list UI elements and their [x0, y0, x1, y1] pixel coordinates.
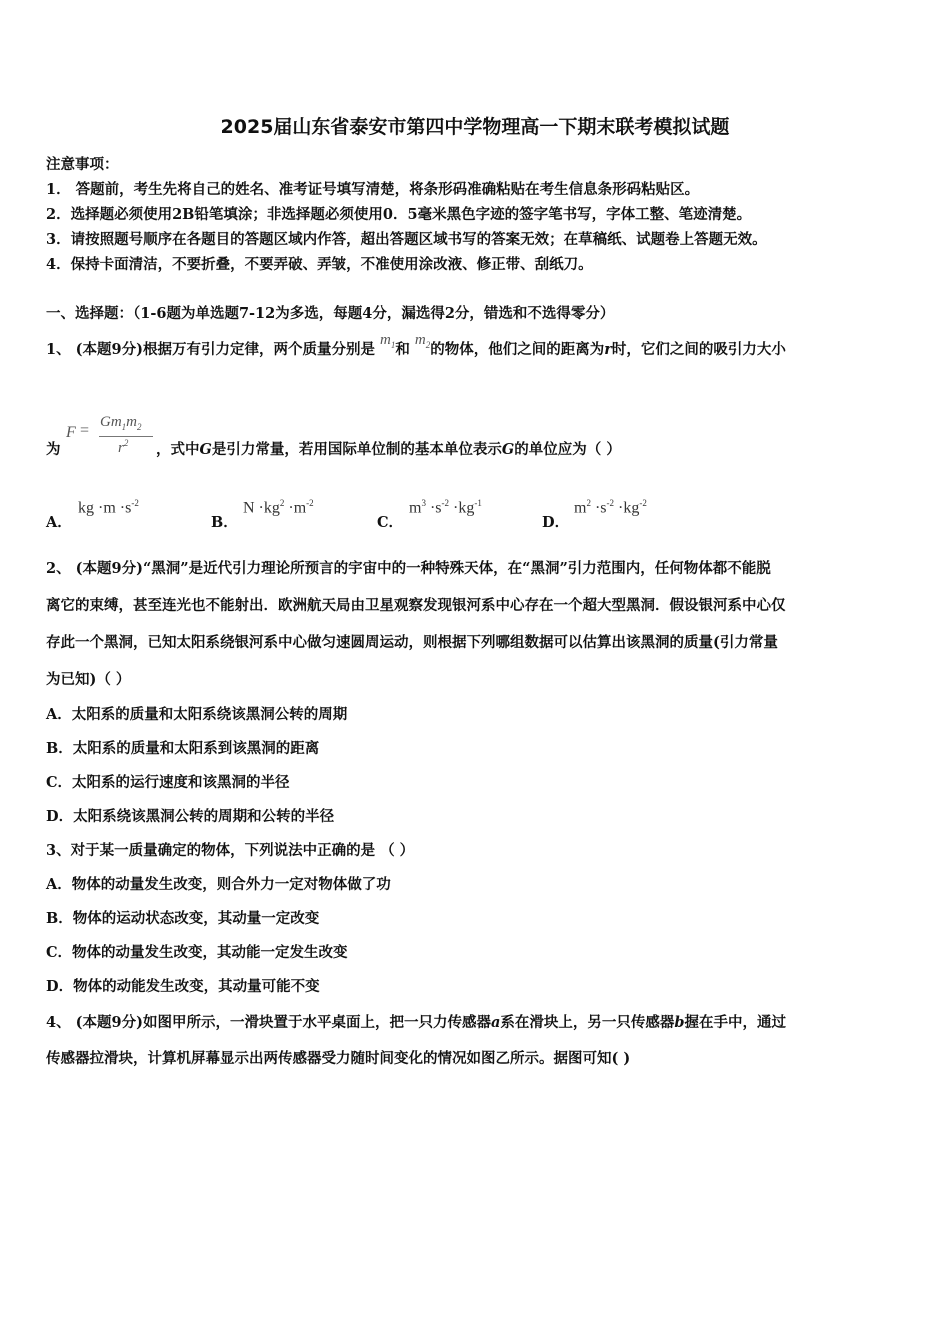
formula-equals: =	[80, 422, 90, 439]
q4-text-3: 握在手中，通过	[684, 1014, 786, 1031]
q1-option-d-exp2: -2	[606, 498, 615, 508]
formula-numerator	[100, 414, 142, 432]
q2-line-4: 为已知)（ ）	[46, 671, 131, 688]
q1-option-c-base3: ·kg	[449, 499, 475, 517]
q1-m1-sub: 1	[390, 340, 396, 350]
q4-a: a	[490, 1014, 501, 1031]
notice-heading: 注意事项：	[46, 156, 119, 173]
q2-line-2: 离它的束缚，甚至连光也不能射出．欧洲航天局由卫星观察发现银河系中心存在一个超大型黑洞．假设银河系中心仅	[46, 597, 786, 614]
q1-option-d-base2: ·s	[590, 499, 607, 517]
q4-b: b	[674, 1014, 685, 1031]
q1-option-c-base2: ·s	[425, 499, 442, 517]
formula-denominator	[118, 438, 128, 457]
q2-line-3: 存此一个黑洞，已知太阳系绕银河系中心做匀速圆周运动，则根据下列哪组数据可以估算出该黑洞的质量(引力常量	[46, 634, 778, 651]
q2-option-d: D．太阳系绕该黑洞公转的周期和公转的半径	[46, 808, 335, 825]
gravity-formula	[66, 414, 166, 464]
q2-option-c: C．太阳系的运行速度和该黑洞的半径	[46, 774, 290, 791]
q1-option-a-exp: -2	[131, 498, 139, 508]
q4-text-1: 4、 (本题9分)如图甲所示，一滑块置于水平桌面上，把一只力传感器	[46, 1014, 491, 1031]
q2-option-a: A．太阳系的质量和太阳系绕该黑洞公转的周期	[46, 706, 348, 723]
q1-option-d-base3: ·kg	[614, 499, 640, 517]
formula-num-gm: Gm	[100, 414, 122, 430]
q1-line-1	[46, 332, 786, 360]
fraction-bar	[99, 436, 153, 437]
q1-option-b-exp: 2	[279, 498, 285, 508]
q2-option-b: B．太阳系的质量和太阳系到该黑洞的距离	[46, 740, 320, 757]
notice-item-1: 1． 答题前，考生先将自己的姓名、准考证号填写清楚，将条形码准确粘贴在考生信息条形码粘贴区。	[46, 181, 700, 198]
q1-option-b-base2: ·m	[284, 499, 307, 517]
q1-g2: G	[501, 441, 515, 458]
q3-stem: 3、对于某一质量确定的物体，下列说法中正确的是 （ ）	[46, 842, 415, 859]
formula-num-sub2: 2	[137, 422, 142, 432]
q3-option-b: B．物体的运动状态改变，其动量一定改变	[46, 910, 320, 927]
q1-and: 和	[395, 341, 410, 358]
formula-den-sup: 2	[123, 438, 129, 448]
notice-item-2: 2．选择题必须使用2B铅笔填涂；非选择题必须使用0．5毫米黑色字迹的签字笔书写，字体工整、笔迹清楚。	[46, 206, 752, 223]
q1-text-2: 的物体，他们之间的距离为	[430, 341, 605, 358]
q1-option-b-exp2: -2	[306, 498, 314, 508]
q4-text-2: 系在滑块上，另一只传感器	[500, 1014, 675, 1031]
q1-text-5: 是引力常量，若用国际单位制的基本单位表示	[211, 441, 502, 458]
q1-option-c-base: m	[409, 499, 422, 517]
formula-num-sub1: 1	[121, 422, 127, 432]
formula-F: F	[66, 424, 76, 441]
q1-option-a-label: A．	[46, 514, 72, 531]
q1-option-d-base: m	[574, 499, 587, 517]
q1-option-d-unit	[574, 498, 647, 517]
formula-den-r: r	[118, 440, 124, 456]
q1-option-b-unit	[243, 498, 314, 517]
notice-item-4: 4．保持卡面清洁，不要折叠，不要弄破、弄皱，不准使用涂改液、修正带、刮纸刀。	[46, 256, 593, 273]
q1-option-b-base: N ·kg	[243, 499, 280, 517]
q3-option-d: D．物体的动能发生改变，其动量可能不变	[46, 978, 320, 995]
notice-item-3: 3．请按照题号顺序在各题目的答题区域内作答，超出答题区域书写的答案无效；在草稿纸、试题卷上答题无效。	[46, 231, 767, 248]
q1-line-2	[156, 438, 621, 459]
q1-m1	[380, 332, 395, 348]
q1-option-a-unit	[78, 498, 139, 517]
q1-option-c-label: C．	[377, 514, 404, 531]
q1-m2-var: m	[414, 332, 426, 348]
q1-wei: 为	[46, 441, 61, 458]
q1-option-d-exp3: -2	[639, 498, 647, 508]
q1-option-c-exp2: -2	[441, 498, 450, 508]
q1-option-c-unit	[409, 498, 482, 517]
q3-option-c: C．物体的动量发生改变，其动能一定发生改变	[46, 944, 348, 961]
q1-text-6: 的单位应为（ ）	[514, 441, 621, 458]
q1-option-c-exp: 3	[421, 498, 426, 508]
section-heading: 一、选择题：（1-6题为单选题7-12为多选，每题4分，漏选得2分，错选和不选得零分）	[46, 305, 615, 322]
q1-text-4: ，式中	[156, 441, 200, 458]
q1-g1: G	[199, 441, 212, 458]
q1-option-a-base: kg ·m ·s	[78, 499, 132, 517]
q1-m2-sub: 2	[425, 340, 431, 350]
q1-r: r	[604, 341, 612, 358]
q4-line-1	[46, 1011, 786, 1032]
q1-option-d-label: D．	[542, 514, 570, 531]
formula-num-m: m	[126, 414, 138, 430]
page-title: 2025届山东省泰安市第四中学物理高一下期末联考模拟试题	[220, 116, 730, 138]
q4-line-2: 传感器拉滑块，计算机屏幕显示出两传感器受力随时间变化的情况如图乙所示。据图可知( )	[46, 1050, 631, 1067]
q1-m2	[415, 332, 430, 348]
q1-text-1: 1、 (本题9分)根据万有引力定律，两个质量分别是	[46, 341, 375, 358]
q1-m1-var: m	[380, 332, 391, 348]
q1-option-b-label: B．	[211, 514, 238, 531]
q1-text-3: 时，它们之间的吸引力大小	[611, 341, 786, 358]
q2-line-1: 2、 (本题9分)“黑洞”是近代引力理论所预言的宇宙中的一种特殊天体，在“黑洞”引力范围内，任何物体都不能脱	[46, 560, 771, 577]
q1-option-c-exp3: -1	[474, 498, 482, 508]
q1-option-d-exp: 2	[586, 498, 591, 508]
q3-option-a: A．物体的动量发生改变，则合外力一定对物体做了功	[46, 876, 391, 893]
